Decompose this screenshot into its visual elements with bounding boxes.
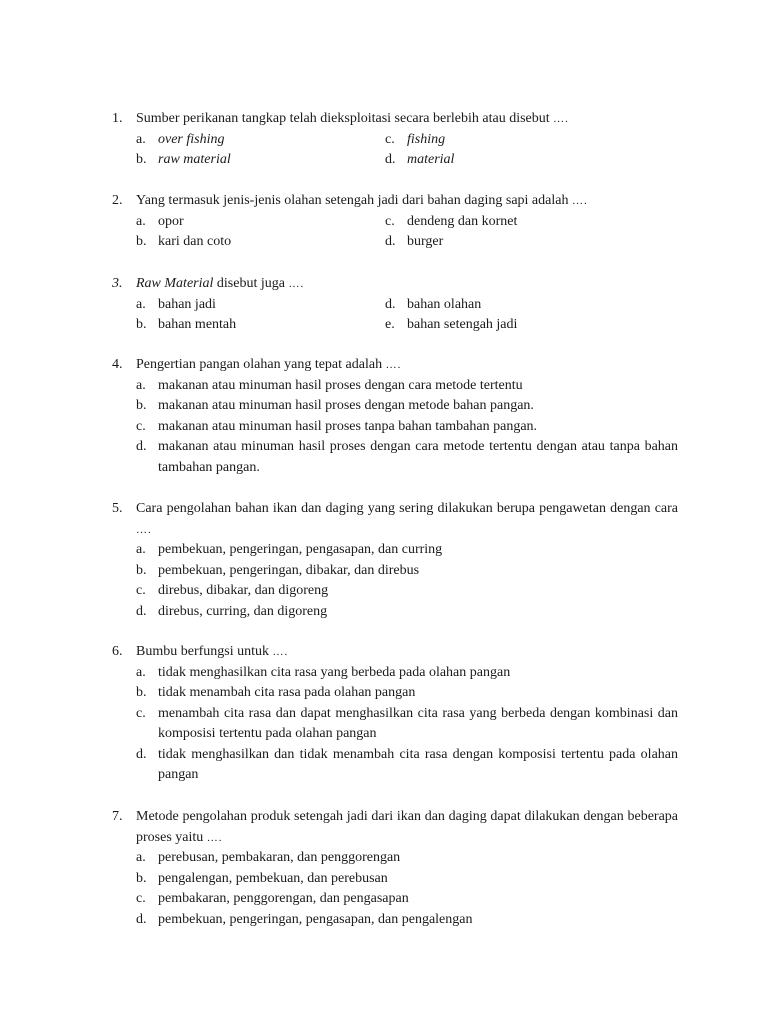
question-number: 4. — [112, 357, 123, 372]
question-text: Bumbu berfungsi untuk — [136, 644, 269, 659]
option-a[interactable] — [136, 663, 678, 684]
option-letter: d. — [136, 439, 147, 454]
option-a[interactable] — [136, 295, 385, 316]
option-letter: a. — [136, 664, 146, 680]
option-letter: d. — [385, 234, 396, 249]
option-text: tidak menambah cita rasa pada olahan pangan — [158, 685, 416, 700]
option-c[interactable] — [136, 704, 678, 745]
option-text: makanan atau minuman hasil proses tanpa bahan tambahan pangan. — [158, 418, 538, 434]
question-text: Metode pengolahan produk setengah jadi dari ikan dan daging dapat dilakukan dengan beberapa proses yaitu — [136, 809, 678, 845]
option-text: pembekuan, pengeringan, pengasapan, dan pengalengan — [158, 911, 473, 927]
option-list — [112, 540, 678, 622]
option-c[interactable] — [136, 581, 678, 602]
question-text: Yang termasuk jenis-jenis olahan setengah jadi dari bahan daging sapi adalah — [136, 193, 569, 208]
question-6 — [112, 642, 678, 786]
answer-blank: …. — [206, 831, 223, 844]
option-c[interactable] — [385, 212, 634, 233]
question-text: Pengertian pangan olahan yang tepat adalah — [136, 357, 383, 372]
option-grid — [112, 295, 678, 336]
question-stem — [112, 807, 678, 848]
option-e[interactable] — [385, 315, 634, 336]
option-letter: a. — [136, 850, 146, 865]
option-a[interactable] — [136, 540, 678, 561]
option-letter: c. — [385, 213, 395, 229]
answer-blank: …. — [272, 646, 289, 658]
question-stem — [112, 355, 678, 376]
option-letter: c. — [385, 131, 395, 147]
option-text: bahan olahan — [407, 296, 482, 312]
question-stem — [112, 191, 678, 212]
answer-blank: …. — [553, 113, 569, 125]
option-text: pembakaran, penggorengan, dan pengasapan — [158, 891, 409, 906]
option-grid — [112, 212, 678, 253]
answer-blank: …. — [288, 278, 305, 290]
option-a[interactable] — [136, 848, 678, 869]
option-letter: a. — [136, 542, 146, 557]
option-letter: c. — [136, 583, 146, 598]
option-text: tidak menghasilkan cita rasa yang berbeda pada olahan pangan — [158, 664, 511, 680]
option-letter: d. — [136, 603, 147, 619]
question-number: 6. — [112, 644, 123, 659]
option-text: raw material — [158, 152, 231, 167]
option-d[interactable] — [136, 437, 678, 478]
option-letter: d. — [385, 296, 396, 312]
question-5 — [112, 499, 678, 622]
answer-blank: …. — [571, 195, 588, 207]
option-d[interactable] — [136, 745, 678, 786]
question-stem — [112, 274, 678, 295]
option-letter: b. — [136, 152, 147, 167]
option-list — [112, 663, 678, 786]
option-text: burger — [407, 234, 444, 249]
question-7 — [112, 807, 678, 930]
question-4 — [112, 355, 678, 478]
option-letter: b. — [136, 562, 147, 578]
option-text: perebusan, pembakaran, dan penggorengan — [158, 850, 401, 865]
question-number: 1. — [112, 111, 123, 126]
option-text: bahan mentah — [158, 317, 237, 332]
question-number: 3. — [112, 276, 123, 291]
option-c[interactable] — [385, 130, 634, 151]
option-letter: b. — [136, 398, 147, 413]
option-letter: a. — [136, 131, 146, 147]
question-stem — [112, 642, 678, 663]
option-text: makanan atau minuman hasil proses dengan cara metode tertentu — [158, 377, 523, 393]
option-a[interactable] — [136, 376, 678, 397]
option-b[interactable] — [136, 315, 385, 336]
option-letter: b. — [136, 870, 147, 886]
option-text: makanan atau minuman hasil proses dengan cara metode tertentu dengan atau tanpa bahan tambahan pangan. — [158, 439, 678, 475]
option-c[interactable] — [136, 889, 678, 910]
option-text: pengalengan, pembekuan, dan perebusan — [158, 870, 388, 886]
option-b[interactable] — [136, 232, 385, 253]
question-number: 7. — [112, 809, 123, 824]
option-d[interactable] — [385, 150, 634, 171]
question-stem — [112, 109, 678, 130]
option-text: direbus, curring, dan digoreng — [158, 603, 328, 619]
option-letter: b. — [136, 685, 147, 700]
option-text: menambah cita rasa dan dapat menghasilkan cita rasa yang berbeda dengan kombinasi dan komposisi tertentu pada olahan pangan — [158, 705, 678, 741]
question-text: Sumber perikanan tangkap telah dieksploitasi secara berlebih atau disebut — [136, 111, 550, 126]
option-letter: a. — [136, 213, 146, 229]
option-letter: a. — [136, 296, 146, 312]
question-2 — [112, 191, 678, 253]
option-text: makanan atau minuman hasil proses dengan metode bahan pangan. — [158, 398, 534, 413]
option-letter: c. — [136, 418, 146, 434]
option-text: opor — [158, 213, 184, 229]
option-text: tidak menghasilkan dan tidak menambah cita rasa dengan komposisi tertentu pada olahan pangan — [158, 746, 678, 782]
question-number: 5. — [112, 501, 123, 516]
option-text: over fishing — [158, 131, 225, 147]
option-letter: b. — [136, 234, 147, 249]
option-d[interactable] — [136, 602, 678, 623]
option-b[interactable] — [136, 683, 678, 704]
option-grid — [112, 130, 678, 171]
option-text: kari dan coto — [158, 234, 232, 249]
question-1 — [112, 109, 678, 171]
question-number: 2. — [112, 193, 123, 208]
question-text: disebut juga — [216, 276, 285, 291]
option-letter: b. — [136, 317, 147, 332]
option-b[interactable] — [136, 396, 678, 417]
option-letter: d. — [136, 911, 147, 927]
answer-blank: …. — [136, 523, 152, 536]
question-stem — [112, 499, 678, 540]
option-text: material — [407, 152, 455, 167]
option-d[interactable] — [385, 295, 634, 316]
option-letter: e. — [385, 317, 395, 332]
question-italic-term: Raw Material — [136, 276, 214, 291]
option-text: bahan jadi — [158, 296, 216, 312]
option-b[interactable] — [136, 561, 678, 582]
question-3 — [112, 274, 678, 336]
option-text: direbus, dibakar, dan digoreng — [158, 583, 329, 598]
option-text: bahan setengah jadi — [407, 317, 518, 332]
option-letter: c. — [136, 705, 146, 721]
option-text: pembekuan, pengeringan, pengasapan, dan curring — [158, 542, 443, 557]
option-text: pembekuan, pengeringan, dibakar, dan direbus — [158, 562, 420, 578]
option-list — [112, 376, 678, 479]
answer-blank: …. — [385, 359, 402, 371]
option-letter: a. — [136, 377, 146, 393]
option-list — [112, 848, 678, 930]
option-a[interactable] — [136, 212, 385, 233]
option-letter: d. — [136, 746, 147, 762]
option-text: dendeng dan kornet — [407, 213, 518, 229]
option-c[interactable] — [136, 417, 678, 438]
option-letter: d. — [385, 152, 396, 167]
option-d[interactable] — [136, 910, 678, 931]
option-d[interactable] — [385, 232, 634, 253]
option-b[interactable] — [136, 150, 385, 171]
question-text: Cara pengolahan bahan ikan dan daging yang sering dilakukan berupa pengawetan dengan cara — [136, 501, 678, 516]
option-letter: c. — [136, 891, 146, 906]
option-a[interactable] — [136, 130, 385, 151]
option-b[interactable] — [136, 869, 678, 890]
option-text: fishing — [407, 131, 446, 147]
